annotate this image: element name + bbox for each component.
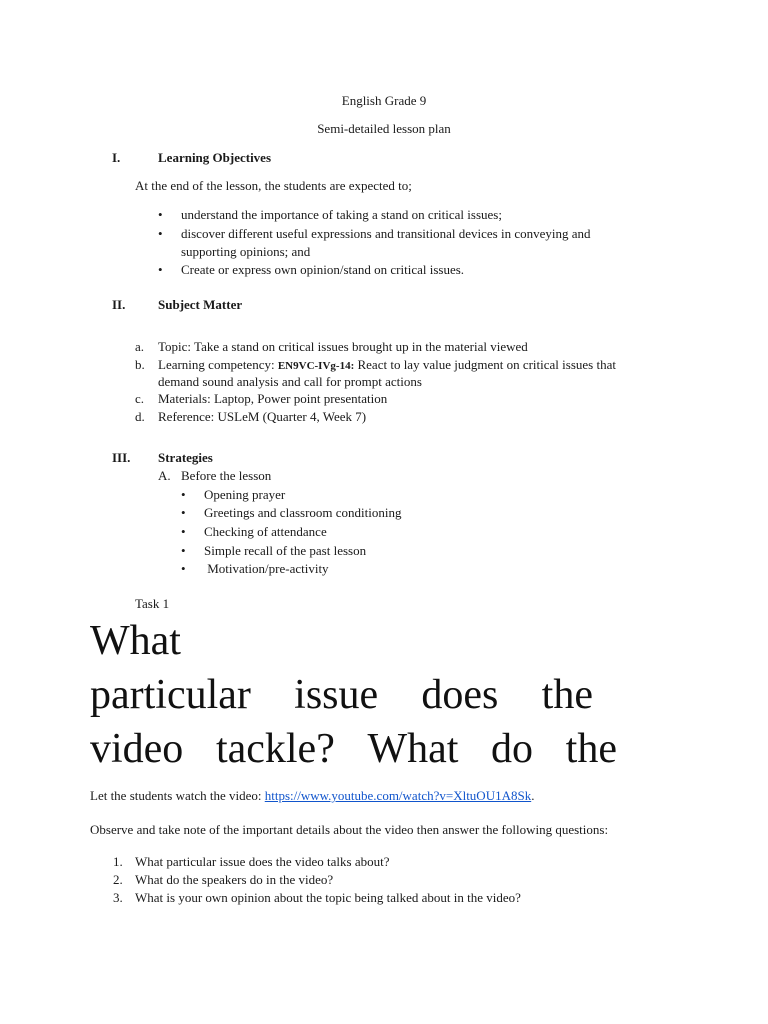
bullet-icon: •: [158, 262, 163, 277]
list-marker: a.: [135, 339, 145, 354]
document-subtitle: Semi-detailed lesson plan: [317, 121, 451, 136]
strategy-item: Simple recall of the past lesson: [204, 543, 367, 558]
section-3-heading: Strategies: [158, 450, 213, 465]
list-marker: A.: [158, 468, 171, 483]
section-2-numeral: II.: [112, 297, 126, 312]
question-number: 3.: [113, 890, 123, 905]
objective-item: discover different useful expressions and transitional devices in conveying and: [181, 226, 591, 241]
strategy-subheading: Before the lesson: [181, 468, 272, 483]
subject-materials: Materials: Laptop, Power point presentation: [158, 391, 388, 406]
bullet-icon: •: [158, 207, 163, 222]
objective-item: understand the importance of taking a stand on critical issues;: [181, 207, 502, 222]
section-3-numeral: III.: [112, 450, 131, 465]
section-2-heading: Subject Matter: [158, 297, 243, 312]
watch-instruction: [90, 787, 534, 805]
question-number: 2.: [113, 872, 123, 887]
big-word: the: [541, 672, 593, 718]
big-word: What: [90, 618, 181, 664]
subject-competency-continued: demand sound analysis and call for prompt actions: [158, 374, 422, 389]
list-marker: b.: [135, 357, 145, 372]
objective-item-continued: supporting opinions; and: [181, 244, 311, 259]
watch-prefix: Let the students watch the video:: [90, 788, 265, 803]
big-word: the: [565, 726, 617, 772]
task-big-line-3: [90, 722, 620, 776]
question-item: What do the speakers do in the video?: [135, 872, 334, 887]
question-number: 1.: [113, 854, 123, 869]
bullet-icon: •: [181, 487, 186, 502]
competency-text: React to lay value judgment on critical issues that: [354, 357, 616, 372]
big-word: tackle?: [215, 726, 335, 772]
strategy-item: Checking of attendance: [204, 524, 327, 539]
observe-instruction: Observe and take note of the important details about the video then answer the following questions:: [90, 822, 609, 837]
task-big-line-1: [90, 614, 620, 668]
task-big-line-2: [90, 668, 620, 722]
strategy-item: Motivation/pre-activity: [204, 561, 329, 576]
bullet-icon: •: [181, 561, 186, 576]
video-link[interactable]: https://www.youtube.com/watch?v=XltuOU1A8Sk: [264, 788, 532, 803]
big-word: do: [491, 726, 534, 772]
bullet-icon: •: [181, 543, 186, 558]
big-word: video: [90, 726, 184, 772]
bullet-icon: •: [181, 505, 186, 520]
document-title: English Grade 9: [341, 93, 427, 108]
list-marker: d.: [135, 409, 145, 424]
subject-reference: Reference: USLeM (Quarter 4, Week 7): [158, 409, 367, 424]
task-label: Task 1: [135, 596, 170, 611]
bullet-icon: •: [181, 524, 186, 539]
strategy-item: Greetings and classroom conditioning: [204, 505, 402, 520]
competency-prefix: Learning competency:: [158, 357, 278, 372]
section-1-numeral: I.: [112, 150, 121, 165]
big-word: does: [421, 672, 499, 718]
objective-item: Create or express own opinion/stand on critical issues.: [181, 262, 465, 277]
watch-suffix: .: [531, 788, 535, 803]
big-word: What: [367, 726, 459, 772]
subject-topic: Topic: Take a stand on critical issues brought up in the material viewed: [158, 339, 528, 354]
section-1-intro: At the end of the lesson, the students are expected to;: [135, 178, 412, 193]
big-word: issue: [294, 672, 379, 718]
competency-code: EN9VC-IVg-14:: [277, 360, 355, 372]
big-word: particular: [90, 672, 251, 718]
question-item: What particular issue does the video talks about?: [135, 854, 390, 869]
question-item: What is your own opinion about the topic being talked about in the video?: [135, 890, 521, 905]
bullet-icon: •: [158, 226, 163, 241]
strategy-item: Opening prayer: [204, 487, 286, 502]
section-1-heading: Learning Objectives: [158, 150, 272, 165]
list-marker: c.: [135, 391, 145, 406]
